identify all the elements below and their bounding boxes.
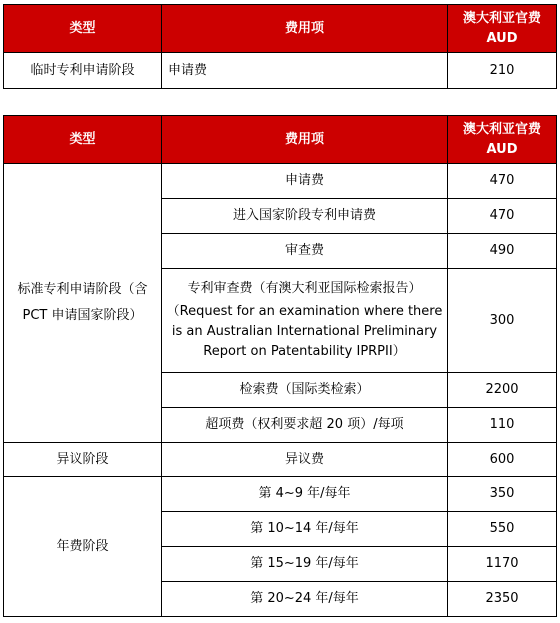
header-fee-currency: AUD (486, 30, 518, 46)
header-row (4, 116, 557, 164)
type-cell: 临时专利申请阶段 (4, 53, 162, 89)
table-row (4, 164, 557, 199)
fee-cell: 2200 (448, 373, 557, 408)
table-row (4, 477, 557, 512)
type-cell-opposition: 异议阶段 (4, 443, 162, 477)
item-cell: 第 20~24 年/每年 (162, 582, 448, 617)
fee-cell: 210 (448, 53, 557, 89)
header-row (4, 5, 557, 53)
item-cell: 异议费 (162, 443, 448, 477)
header-item: 费用项 (162, 5, 448, 53)
fee-cell: 350 (448, 477, 557, 512)
fee-cell: 600 (448, 443, 557, 477)
item-cell: 申请费 (162, 164, 448, 199)
table-row (4, 53, 557, 89)
header-fee-name: 澳大利亚官费 (462, 10, 541, 26)
fee-cell: 2350 (448, 582, 557, 617)
item-cell: 申请费 (162, 53, 448, 89)
item-cell: 超项费（权利要求超 20 项）/每项 (162, 408, 448, 443)
header-fee (448, 5, 557, 53)
item-cell: 进入国家阶段专利申请费 (162, 199, 448, 234)
fee-cell: 110 (448, 408, 557, 443)
fee-cell: 470 (448, 164, 557, 199)
fee-cell: 1170 (448, 547, 557, 582)
header-item: 费用项 (162, 116, 448, 164)
table-row (4, 443, 557, 477)
header-fee-name: 澳大利亚官费 (462, 121, 541, 137)
type-cell-annuity: 年费阶段 (4, 477, 162, 617)
item-cell-zh: 专利审查费（有澳大利亚国际检索报告） (187, 281, 422, 296)
item-cell: 审查费 (162, 234, 448, 269)
header-fee (448, 116, 557, 164)
fee-cell: 550 (448, 512, 557, 547)
fee-cell: 490 (448, 234, 557, 269)
header-type: 类型 (4, 116, 162, 164)
item-cell: 第 10~14 年/每年 (162, 512, 448, 547)
item-cell: 第 4~9 年/每年 (162, 477, 448, 512)
type-cell-standard: 标准专利申请阶段（含PCT 申请国家阶段） (4, 164, 162, 443)
standard-fee-table (3, 115, 557, 617)
header-fee-currency: AUD (486, 141, 518, 157)
item-cell: 第 15~19 年/每年 (162, 547, 448, 582)
fee-cell: 470 (448, 199, 557, 234)
header-type: 类型 (4, 5, 162, 53)
item-cell-en: （Request for an examination where there is an Australian International Preliminary Report on Patentability IPRPII） (166, 304, 443, 359)
item-cell: 检索费（国际类检索） (162, 373, 448, 408)
item-cell (162, 269, 448, 373)
fee-cell: 300 (448, 269, 557, 373)
provisional-fee-table (3, 4, 557, 89)
